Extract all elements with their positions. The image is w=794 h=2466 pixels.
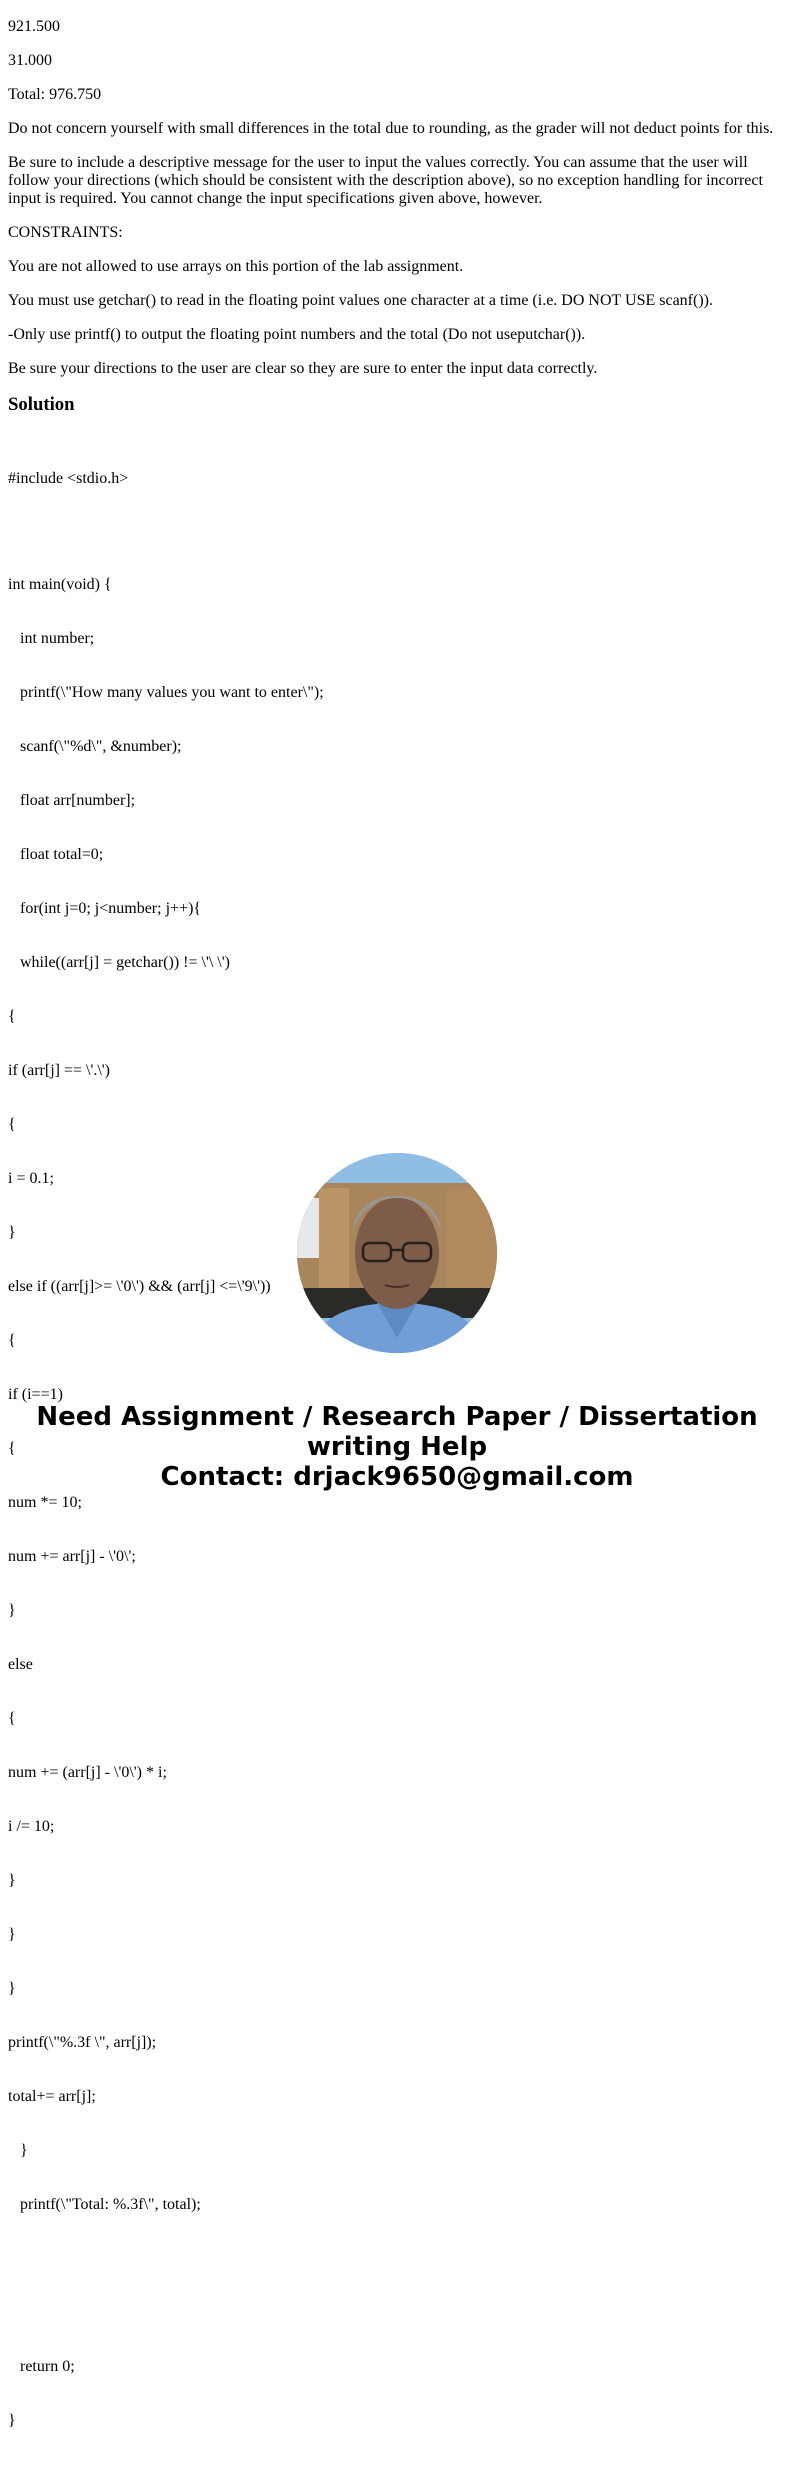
code-line: } (8, 1872, 16, 1889)
portrait-image (297, 1153, 497, 1353)
code-line: num += (arr[j] - \'0\') * i; (8, 1764, 167, 1781)
promo-banner (0, 1402, 794, 1492)
code-line: else if ((arr[j]>= \'0\') && (arr[j] <=\'9\')) (8, 1278, 271, 1295)
output-value: 31.000 (8, 52, 52, 69)
code-line: } (8, 1980, 16, 1997)
code-line: float total=0; (8, 846, 104, 863)
constraints-heading: CONSTRAINTS: (8, 224, 123, 241)
code-line: if (i==1) (8, 1386, 63, 1403)
output-total: Total: 976.750 (8, 86, 102, 103)
code-line: num *= 10; (8, 1494, 82, 1511)
code-line: { (8, 1710, 16, 1727)
constraint-item: You are not allowed to use arrays on this portion of the lab assignment. (8, 258, 464, 275)
code-line: int number; (8, 630, 95, 647)
code-line: for(int j=0; j<number; j++){ (8, 900, 202, 917)
code-line: } (8, 1224, 16, 1241)
code-line: #include <stdio.h> (8, 470, 129, 487)
constraint-item: You must use getchar() to read in the floating point values one character at a time (i.e. DO NOT USE scanf()). (8, 292, 713, 309)
code-line: else (8, 1656, 33, 1673)
promo-line: writing Help (306, 1432, 488, 1462)
promo-line: Need Assignment / Research Paper / Dissertation (36, 1402, 758, 1432)
code-line: { (8, 1008, 16, 1025)
author-photo (297, 1153, 497, 1353)
code-line: { (8, 1116, 16, 1133)
code-line: int main(void) { (8, 576, 112, 593)
code-line: scanf(\"%d\", &number); (8, 738, 182, 755)
code-line: } (8, 2412, 16, 2429)
contact-email: Contact: drjack9650@gmail.com (160, 1462, 634, 1492)
code-line: while((arr[j] = getchar()) != \'\ \') (8, 954, 230, 971)
code-line: } (8, 1602, 16, 1619)
code-line: if (arr[j] == \'.\') (8, 1062, 110, 1079)
output-value (8, 0, 786, 2)
code-line: } (8, 2142, 28, 2159)
input-instructions: Be sure to include a descriptive message for the user to input the values correctly. You can assume that the user will follow your directions (which should be consistent with the description above), so no exception handling for incorrect input is required. You cannot change the input specifications given above, however. (8, 154, 763, 207)
code-line: total+= arr[j]; (8, 2088, 96, 2105)
code-line: printf(\"Total: %.3f\", total); (8, 2196, 201, 2213)
code-line: num += arr[j] - \'0\'; (8, 1548, 136, 1565)
code-line: { (8, 1332, 16, 1349)
output-value: 921.500 (8, 18, 60, 35)
code-blank-line (8, 524, 786, 540)
code-line: float arr[number]; (8, 792, 136, 809)
code-blank-line (8, 2250, 786, 2268)
code-line: i /= 10; (8, 1818, 55, 1835)
code-line: return 0; (8, 2358, 75, 2375)
code-blank-line (8, 2304, 786, 2322)
code-line: i = 0.1; (8, 1170, 54, 1187)
code-line: { (8, 1440, 16, 1457)
code-line: printf(\"%.3f \", arr[j]); (8, 2034, 157, 2051)
code-line: printf(\"How many values you want to enter\"); (8, 684, 324, 701)
code-line: } (8, 1926, 16, 1943)
solution-heading: Solution (8, 394, 75, 415)
constraint-item: -Only use printf() to output the floating point numbers and the total (Do not useputchar()). (8, 326, 586, 343)
constraint-item: Be sure your directions to the user are clear so they are sure to enter the input data correctly. (8, 360, 598, 377)
rounding-note: Do not concern yourself with small differences in the total due to rounding, as the grader will not deduct points for this. (8, 120, 774, 137)
